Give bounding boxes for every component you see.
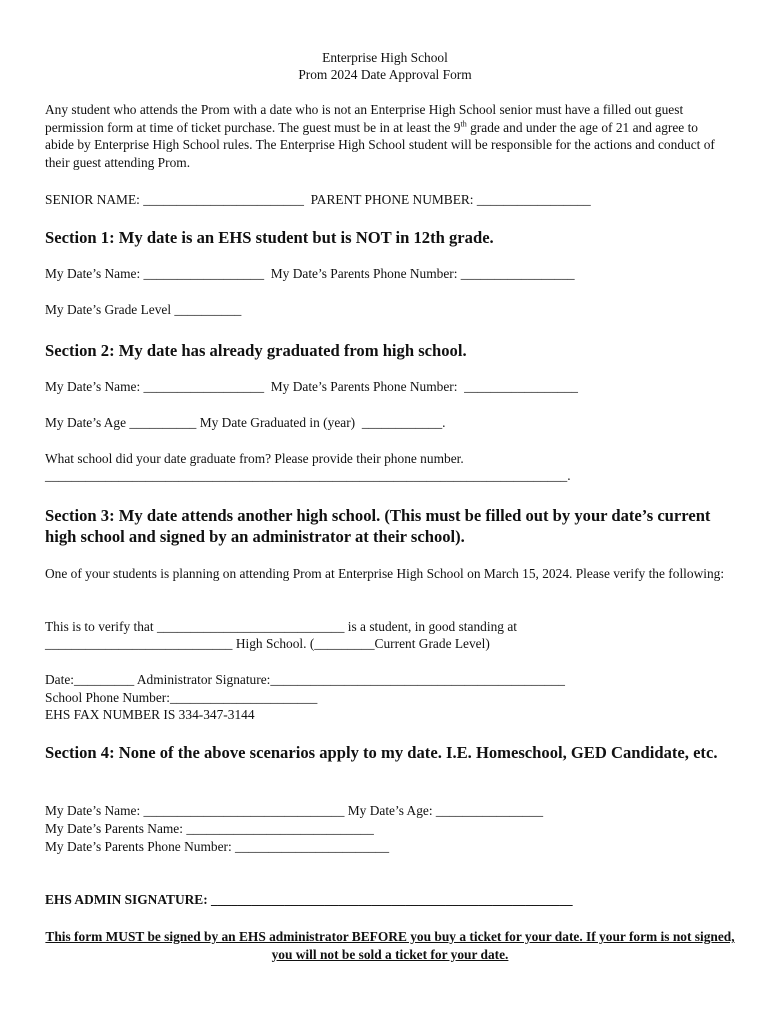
intro-superscript: th — [460, 119, 467, 129]
section1-grade-line[interactable]: My Date’s Grade Level __________ — [45, 302, 242, 317]
section4-name-age-line[interactable]: My Date’s Name: ______________________________ My Date’s Age: ________________ — [45, 803, 544, 818]
section2-school-blank[interactable]: ______________________________________________________________________________. — [45, 468, 571, 483]
intro-text-part1: Any student who attends the Prom with a date who is not an Enterprise High School senior must have a filled out guest permission form at time of ticket purchase. The guest must be in at least the 9 — [45, 102, 684, 135]
section1-name-phone-line[interactable]: My Date’s Name: __________________ My Date’s Parents Phone Number: _________________ — [45, 266, 575, 281]
section3-fax-line: EHS FAX NUMBER IS 334-347-3144 — [45, 707, 255, 722]
senior-info-line[interactable]: SENIOR NAME: ________________________ PARENT PHONE NUMBER: _________________ — [45, 192, 591, 207]
section4-parents-phone-line[interactable]: My Date’s Parents Phone Number: _______________________ — [45, 839, 390, 854]
section3-verify-line1[interactable]: This is to verify that ____________________________ is a student, in good standing at — [45, 619, 517, 634]
warning-notice: This form MUST be signed by an EHS administrator BEFORE you buy a ticket for your date. If your form is not signed, you will not be sold a ticket for your date. — [45, 929, 735, 962]
school-name: Enterprise High School — [322, 50, 448, 65]
intro-text-part2: grade and under the age of 21 and agree to abide by Enterprise High School rules. The Enterprise High School student will be responsible for the actions and conduct of their guest attending Prom. — [45, 119, 715, 170]
section3-verify-line2[interactable]: ____________________________ High School. (_________Current Grade Level) — [45, 636, 490, 651]
form-title: Prom 2024 Date Approval Form — [298, 67, 472, 82]
admin-signature-line[interactable]: EHS ADMIN SIGNATURE: ______________________________________________________ — [45, 892, 573, 907]
section3-text: One of your students is planning on attending Prom at Enterprise High School on March 15, 2024. Please verify the following: — [45, 566, 725, 581]
section3-heading: Section 3: My date attends another high school. (This must be filled out by your date’s current high school and signed by an administrator at their school). — [45, 506, 711, 546]
section3-date-signature-line[interactable]: Date:_________ Administrator Signature:____________________________________________ — [45, 672, 565, 687]
section2-heading: Section 2: My date has already graduated from high school. — [45, 341, 467, 360]
section4-parents-name-line[interactable]: My Date’s Parents Name: ____________________________ — [45, 821, 374, 836]
section3-school-phone-line[interactable]: School Phone Number:______________________ — [45, 690, 318, 705]
section2-age-year-line[interactable]: My Date’s Age __________ My Date Graduated in (year) ____________. — [45, 415, 446, 430]
section2-name-phone-line[interactable]: My Date’s Name: __________________ My Date’s Parents Phone Number: _________________ — [45, 379, 578, 394]
section4-heading: Section 4: None of the above scenarios apply to my date. I.E. Homeschool, GED Candidate, etc. — [45, 743, 718, 762]
section2-school-question: What school did your date graduate from? Please provide their phone number. — [45, 451, 464, 466]
section1-heading: Section 1: My date is an EHS student but is NOT in 12th grade. — [45, 228, 494, 247]
intro-paragraph — [45, 101, 725, 171]
